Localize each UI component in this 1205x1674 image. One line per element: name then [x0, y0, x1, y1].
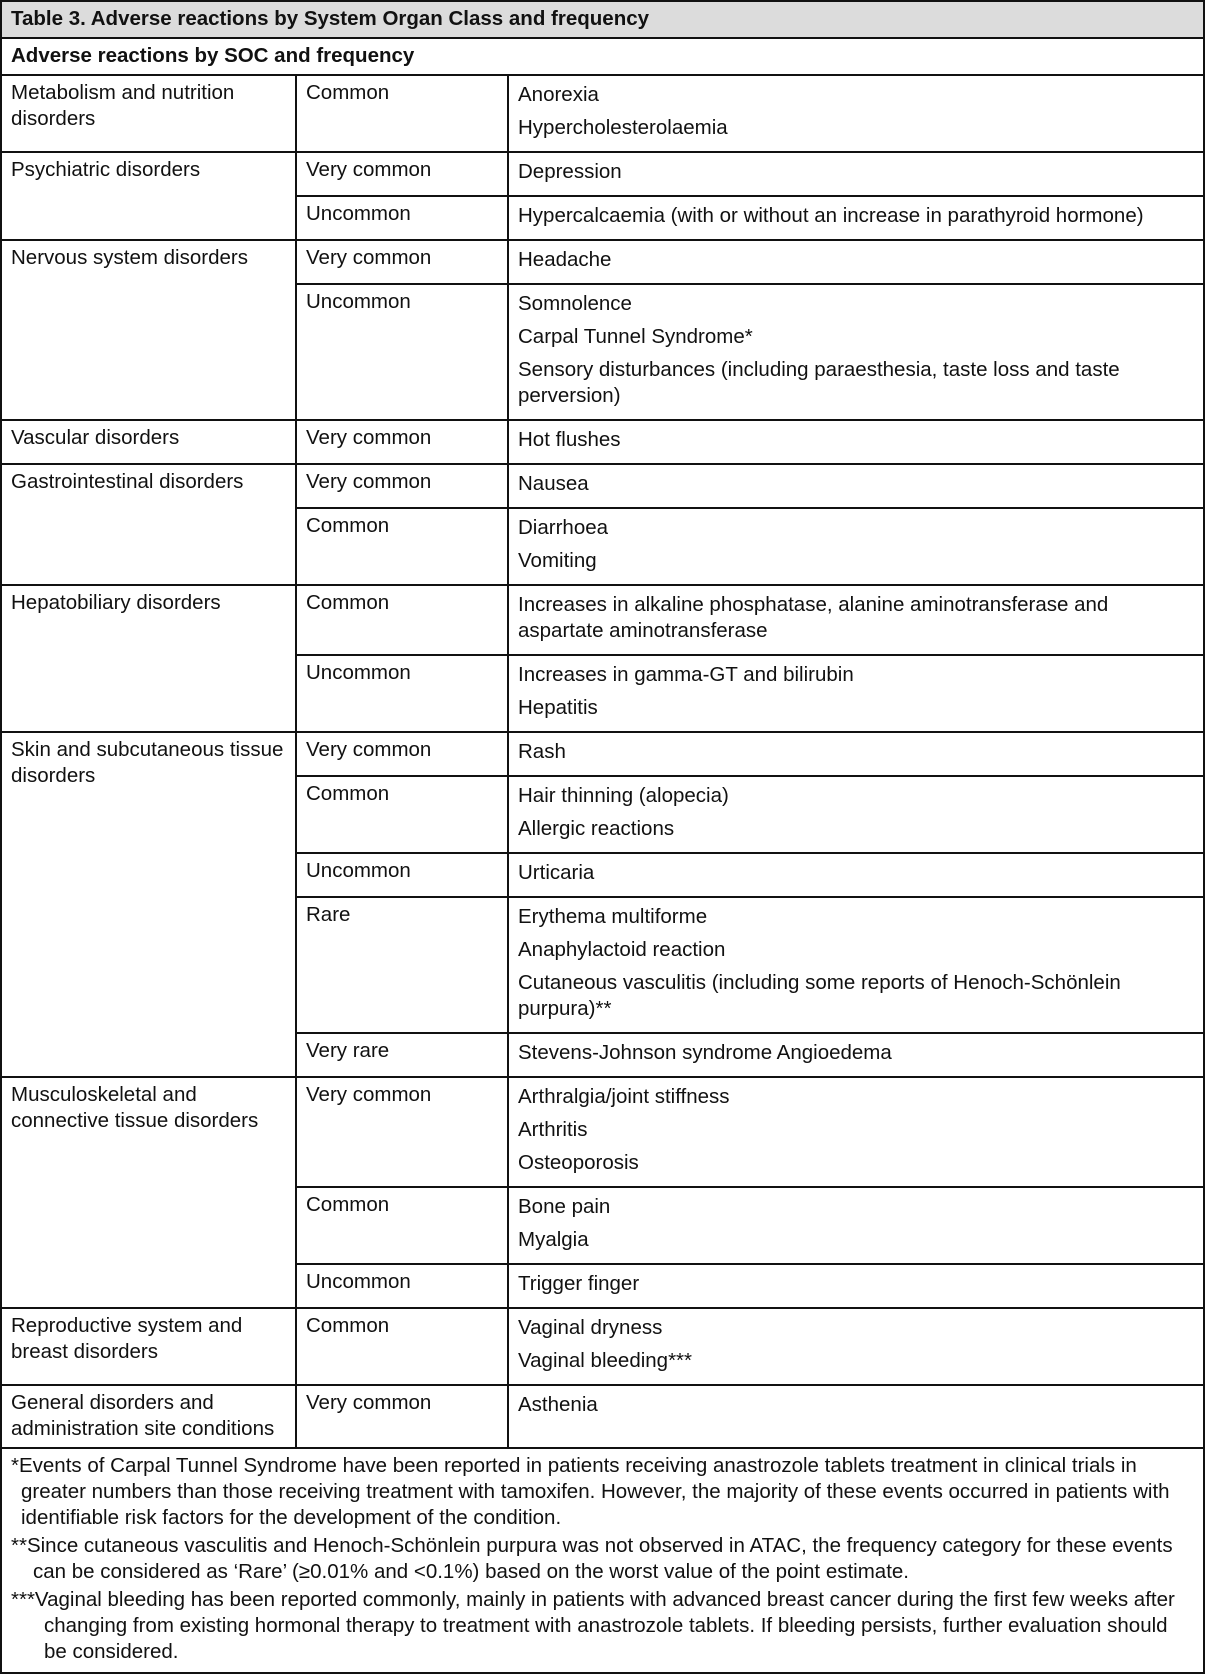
frequency-cell: Common — [296, 508, 508, 585]
reactions-cell — [508, 196, 1204, 240]
table-title-row — [1, 1, 1204, 38]
frequency-cell: Uncommon — [296, 284, 508, 420]
reactions-cell — [508, 152, 1204, 196]
reaction-item: Stevens-Johnson syndrome Angioedema — [518, 1041, 892, 1064]
reaction-item: Myalgia — [518, 1228, 589, 1251]
footnote: ***Vaginal bleeding has been reported commonly, mainly in patients with advanced breast cancer during the first few weeks after changing from existing hormonal therapy to treatment with anastrozole tablets. If bleeding persists, further evaluation should be considered. — [11, 1588, 1175, 1663]
reactions-cell — [508, 420, 1204, 464]
reaction-item: Anaphylactoid reaction — [518, 938, 726, 961]
reaction-item: Headache — [518, 248, 612, 271]
footnotes-cell — [1, 1448, 1204, 1673]
frequency-cell: Common — [296, 776, 508, 853]
table-row — [1, 75, 1204, 152]
soc-cell: Hepatobiliary disorders — [1, 585, 296, 732]
reaction-item: Vaginal bleeding*** — [518, 1349, 693, 1372]
soc-cell: Metabolism and nutrition disorders — [1, 75, 296, 152]
table-row — [1, 585, 1204, 655]
reaction-item: Trigger finger — [518, 1272, 640, 1295]
soc-cell: Gastrointestinal disorders — [1, 464, 296, 585]
soc-cell: Vascular disorders — [1, 420, 296, 464]
reaction-item: Erythema multiforme — [518, 905, 708, 928]
reactions-cell — [508, 776, 1204, 853]
table-subtitle: Adverse reactions by SOC and frequency — [1, 38, 1204, 75]
reaction-item: Hypercalcaemia (with or without an increase in parathyroid hormone) — [518, 204, 1144, 227]
soc-cell: Reproductive system and breast disorders — [1, 1308, 296, 1385]
footnote: **Since cutaneous vasculitis and Henoch-Schönlein purpura was not observed in ATAC, the frequency category for these events can be considered as ‘Rare’ (≥0.01% and <0.1%) based on the worst value of the point estimate. — [11, 1534, 1173, 1583]
soc-cell: Psychiatric disorders — [1, 152, 296, 240]
reactions-cell — [508, 1264, 1204, 1308]
table-row — [1, 152, 1204, 196]
table-subtitle-row — [1, 38, 1204, 75]
frequency-cell: Very rare — [296, 1033, 508, 1077]
reactions-cell — [508, 1385, 1204, 1448]
table-title: Table 3. Adverse reactions by System Organ Class and frequency — [1, 1, 1204, 38]
footnotes-row — [1, 1448, 1204, 1673]
table-row — [1, 464, 1204, 508]
table-row — [1, 1385, 1204, 1448]
frequency-cell: Rare — [296, 897, 508, 1033]
reactions-cell — [508, 585, 1204, 655]
table-row — [1, 1077, 1204, 1187]
reaction-item: Vomiting — [518, 549, 597, 572]
reaction-item: Bone pain — [518, 1195, 611, 1218]
table-row — [1, 1308, 1204, 1385]
reaction-item: Vaginal dryness — [518, 1316, 663, 1339]
reaction-item: Hepatitis — [518, 696, 598, 719]
frequency-cell: Very common — [296, 732, 508, 776]
frequency-cell: Common — [296, 1308, 508, 1385]
reactions-cell — [508, 508, 1204, 585]
reaction-item: Carpal Tunnel Syndrome* — [518, 325, 753, 348]
reactions-cell — [508, 1308, 1204, 1385]
frequency-cell: Uncommon — [296, 655, 508, 732]
reactions-cell — [508, 732, 1204, 776]
table-row — [1, 732, 1204, 776]
reaction-item: Allergic reactions — [518, 817, 675, 840]
reactions-cell — [508, 655, 1204, 732]
soc-cell: Skin and subcutaneous tissue disorders — [1, 732, 296, 1077]
frequency-cell: Uncommon — [296, 1264, 508, 1308]
frequency-cell: Uncommon — [296, 853, 508, 897]
frequency-cell: Very common — [296, 240, 508, 284]
frequency-cell: Very common — [296, 152, 508, 196]
frequency-cell: Common — [296, 585, 508, 655]
reaction-item: Diarrhoea — [518, 516, 609, 539]
reaction-item: Rash — [518, 740, 566, 763]
reactions-cell — [508, 1033, 1204, 1077]
soc-cell: Musculoskeletal and connective tissue disorders — [1, 1077, 296, 1308]
reactions-cell — [508, 240, 1204, 284]
reaction-item: Osteoporosis — [518, 1151, 639, 1174]
frequency-cell: Uncommon — [296, 196, 508, 240]
soc-cell: Nervous system disorders — [1, 240, 296, 420]
frequency-cell: Common — [296, 1187, 508, 1264]
reaction-item: Somnolence — [518, 292, 632, 315]
reaction-item: Cutaneous vasculitis (including some reports of Henoch-Schönlein purpura)** — [518, 971, 1121, 1020]
reactions-cell — [508, 75, 1204, 152]
reaction-item: Increases in gamma-GT and bilirubin — [518, 663, 854, 686]
reaction-item: Depression — [518, 160, 622, 183]
reaction-item: Nausea — [518, 472, 589, 495]
frequency-cell: Common — [296, 75, 508, 152]
reactions-cell — [508, 284, 1204, 420]
reaction-item: Hypercholesterolaemia — [518, 116, 728, 139]
frequency-cell: Very common — [296, 464, 508, 508]
reaction-item: Sensory disturbances (including paraesthesia, taste loss and taste perversion) — [518, 358, 1120, 407]
soc-cell: General disorders and administration site conditions — [1, 1385, 296, 1448]
reactions-cell — [508, 464, 1204, 508]
frequency-cell: Very common — [296, 420, 508, 464]
reaction-item: Asthenia — [518, 1393, 598, 1416]
footnote: *Events of Carpal Tunnel Syndrome have been reported in patients receiving anastrozole tablets treatment in clinical trials in greater numbers than those receiving treatment with tamoxifen. However, the majority of these events occurred in patients with identifiable risk factors for the development of the condition. — [11, 1454, 1170, 1529]
reactions-cell — [508, 897, 1204, 1033]
table-row — [1, 240, 1204, 284]
reaction-item: Hot flushes — [518, 428, 621, 451]
frequency-cell: Very common — [296, 1077, 508, 1187]
reaction-item: Arthritis — [518, 1118, 588, 1141]
frequency-cell: Very common — [296, 1385, 508, 1448]
table-row — [1, 420, 1204, 464]
reactions-cell — [508, 853, 1204, 897]
reaction-item: Urticaria — [518, 861, 595, 884]
reactions-cell — [508, 1187, 1204, 1264]
reaction-item: Hair thinning (alopecia) — [518, 784, 729, 807]
reaction-item: Anorexia — [518, 83, 599, 106]
reaction-item: Arthralgia/joint stiffness — [518, 1085, 730, 1108]
reactions-cell — [508, 1077, 1204, 1187]
reaction-item: Increases in alkaline phosphatase, alanine aminotransferase and aspartate aminotransferase — [518, 593, 1109, 642]
